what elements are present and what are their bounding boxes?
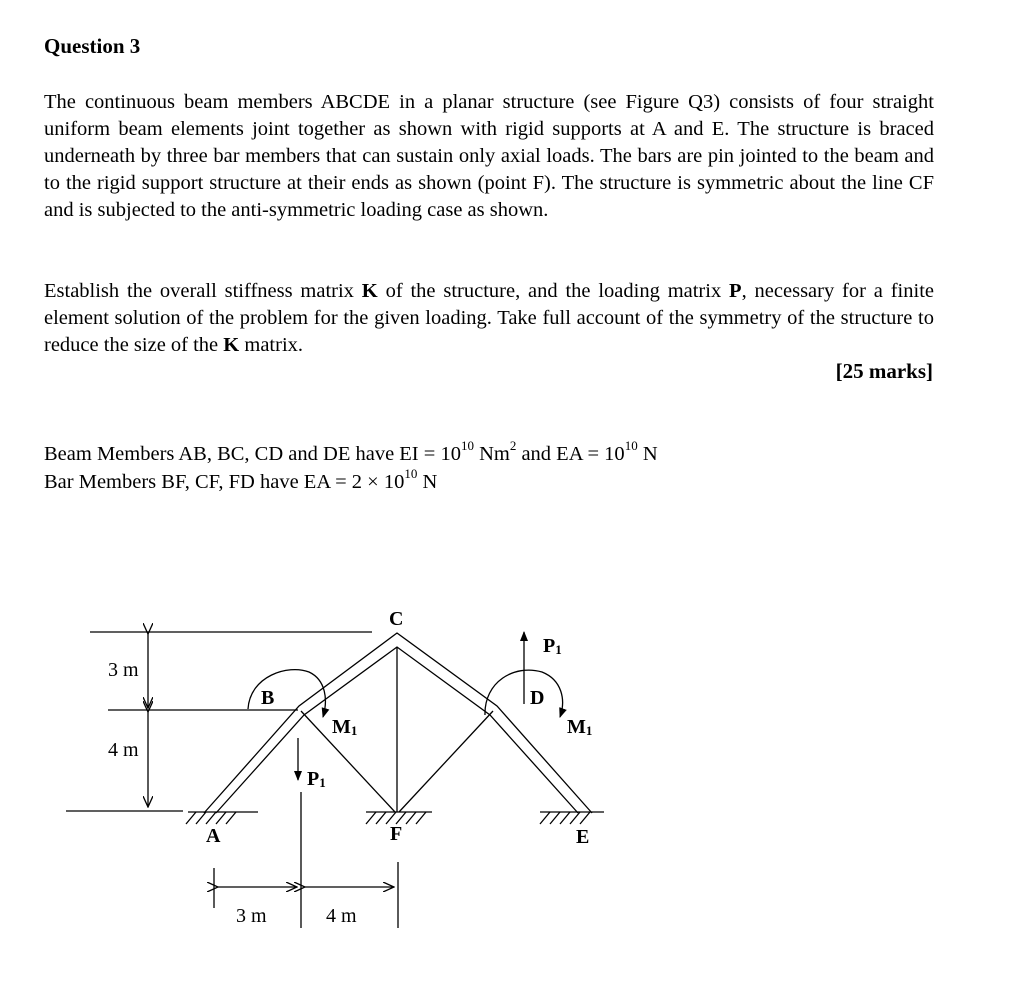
label-d: D xyxy=(530,687,545,709)
dim-label-3m-horizontal: 3 m xyxy=(236,905,267,927)
bar-prop-unit: N xyxy=(417,471,438,493)
label-a: A xyxy=(206,825,221,847)
support-e xyxy=(540,812,604,824)
support-a xyxy=(186,812,258,824)
beam-properties-line xyxy=(44,440,658,468)
label-c: C xyxy=(389,608,404,630)
beam-prop-text: Beam Members AB, BC, CD and DE have EI = 10 xyxy=(44,443,461,465)
beam-outer-line xyxy=(204,633,592,813)
question-heading: Question 3 xyxy=(44,34,141,58)
label-m1-right: M1 xyxy=(567,716,593,738)
beam-unit-square: 2 xyxy=(509,438,517,454)
task-text-3: , necessary for a finite element solution of the problem for the given loading. Take full account of the symmetry of the structure to reduce the size of the xyxy=(44,280,934,356)
label-f: F xyxy=(390,823,403,845)
beam-ei-exponent: 10 xyxy=(460,438,474,454)
member-properties xyxy=(44,440,658,496)
beam-prop-unit-2: N xyxy=(637,443,658,465)
figure-q3 xyxy=(0,560,1024,993)
task-statement xyxy=(44,278,934,359)
beam-ea-exponent: 10 xyxy=(624,438,638,454)
beam-prop-unit: Nm xyxy=(473,443,510,465)
label-p1-right: P1 xyxy=(543,635,562,657)
marks-label: [25 marks] xyxy=(835,359,933,383)
task-text-4: matrix. xyxy=(239,334,304,356)
problem-description: The continuous beam members ABCDE in a planar structure (see Figure Q3) consists of four straight uniform beam elements joint together as shown with rigid supports at A and E. The structure is braced underneath by three bar members that can sustain only axial loads. The bars are pin jointed to the beam and to the rigid support structure at their ends as shown (point F). The structure is symmetric about the line CF and is subjected to the anti-symmetric loading case as shown. xyxy=(44,91,934,221)
dim-label-4m-vertical: 4 m xyxy=(108,739,139,761)
label-m1-left: M1 xyxy=(332,716,358,738)
bar-properties-line xyxy=(44,468,658,496)
bar-prop-text: Bar Members BF, CF, FD have EA = 2 × 10 xyxy=(44,471,405,493)
label-e: E xyxy=(576,826,590,848)
task-text-1: Establish the overall stiffness matrix xyxy=(44,280,362,302)
stiffness-matrix-symbol-2: K xyxy=(223,334,240,356)
bar-ea-exponent: 10 xyxy=(404,466,418,482)
label-p1-left: P1 xyxy=(307,768,326,790)
bar-df xyxy=(399,711,493,812)
stiffness-matrix-symbol: K xyxy=(361,280,378,302)
label-b: B xyxy=(261,687,275,709)
loading-matrix-symbol: P xyxy=(729,280,742,302)
dim-label-3m-vertical: 3 m xyxy=(108,659,139,681)
task-text-2: of the structure, and the loading matrix xyxy=(377,280,730,302)
dim-label-4m-horizontal: 4 m xyxy=(326,905,357,927)
beam-prop-text-2: and EA = 10 xyxy=(516,443,625,465)
